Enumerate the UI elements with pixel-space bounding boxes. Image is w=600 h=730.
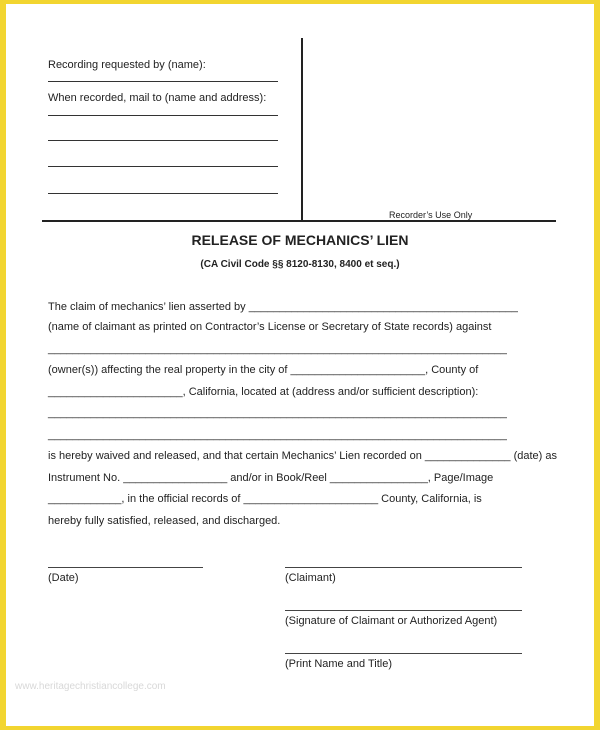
watermark-text: www.heritagechristiancollege.com	[15, 681, 166, 692]
recorders-use-label: Recorder’s Use Only	[389, 210, 473, 220]
body-line-3: ___________________________________________________________________________	[48, 343, 507, 355]
agent-signature-line	[285, 610, 522, 611]
claimant-signature-line	[285, 567, 522, 568]
when-recorded-label: When recorded, mail to (name and address):	[48, 92, 267, 104]
body-line-2: (name of claimant as printed on Contractor’s License or Secretary of State records) against	[48, 321, 492, 333]
body-line-1: The claim of mechanics’ lien asserted by ____________________________________________	[48, 301, 518, 313]
header-divider	[301, 38, 303, 220]
mail-address-line-1	[48, 115, 278, 116]
signature-label: (Signature of Claimant or Authorized Agent)	[285, 615, 498, 627]
body-line-4: (owner(s)) affecting the real property in the city of ______________________, County of	[48, 364, 479, 376]
body-line-5: ______________________, California, located at (address and/or sufficient description):	[48, 386, 479, 398]
body-line-6: ___________________________________________________________________________	[48, 407, 507, 419]
body-line-7: ___________________________________________________________________________	[48, 429, 507, 441]
mail-address-line-2	[48, 140, 278, 141]
claimant-label: (Claimant)	[285, 572, 336, 584]
recording-requested-line	[48, 81, 278, 82]
print-name-label: (Print Name and Title)	[285, 658, 392, 670]
body-line-8: is hereby waived and released, and that certain Mechanics’ Lien recorded on ______________ (date) as	[48, 450, 557, 462]
recording-requested-label: Recording requested by (name):	[48, 59, 206, 71]
date-label: (Date)	[48, 572, 79, 584]
print-name-line	[285, 653, 522, 654]
body-line-9: Instrument No. _________________ and/or in Book/Reel ________________, Page/Image	[48, 472, 494, 484]
document-title: RELEASE OF MECHANICS’ LIEN	[191, 232, 409, 248]
mail-address-line-3	[48, 166, 278, 167]
date-signature-line	[48, 567, 203, 568]
header-bottom-rule	[42, 220, 556, 222]
body-line-10: ____________, in the official records of ______________________ County, California, is	[48, 493, 482, 505]
mail-address-line-4	[48, 193, 278, 194]
document-subtitle: (CA Civil Code §§ 8120-8130, 8400 et seq.)	[200, 259, 400, 270]
body-line-11: hereby fully satisfied, released, and discharged.	[48, 515, 281, 527]
